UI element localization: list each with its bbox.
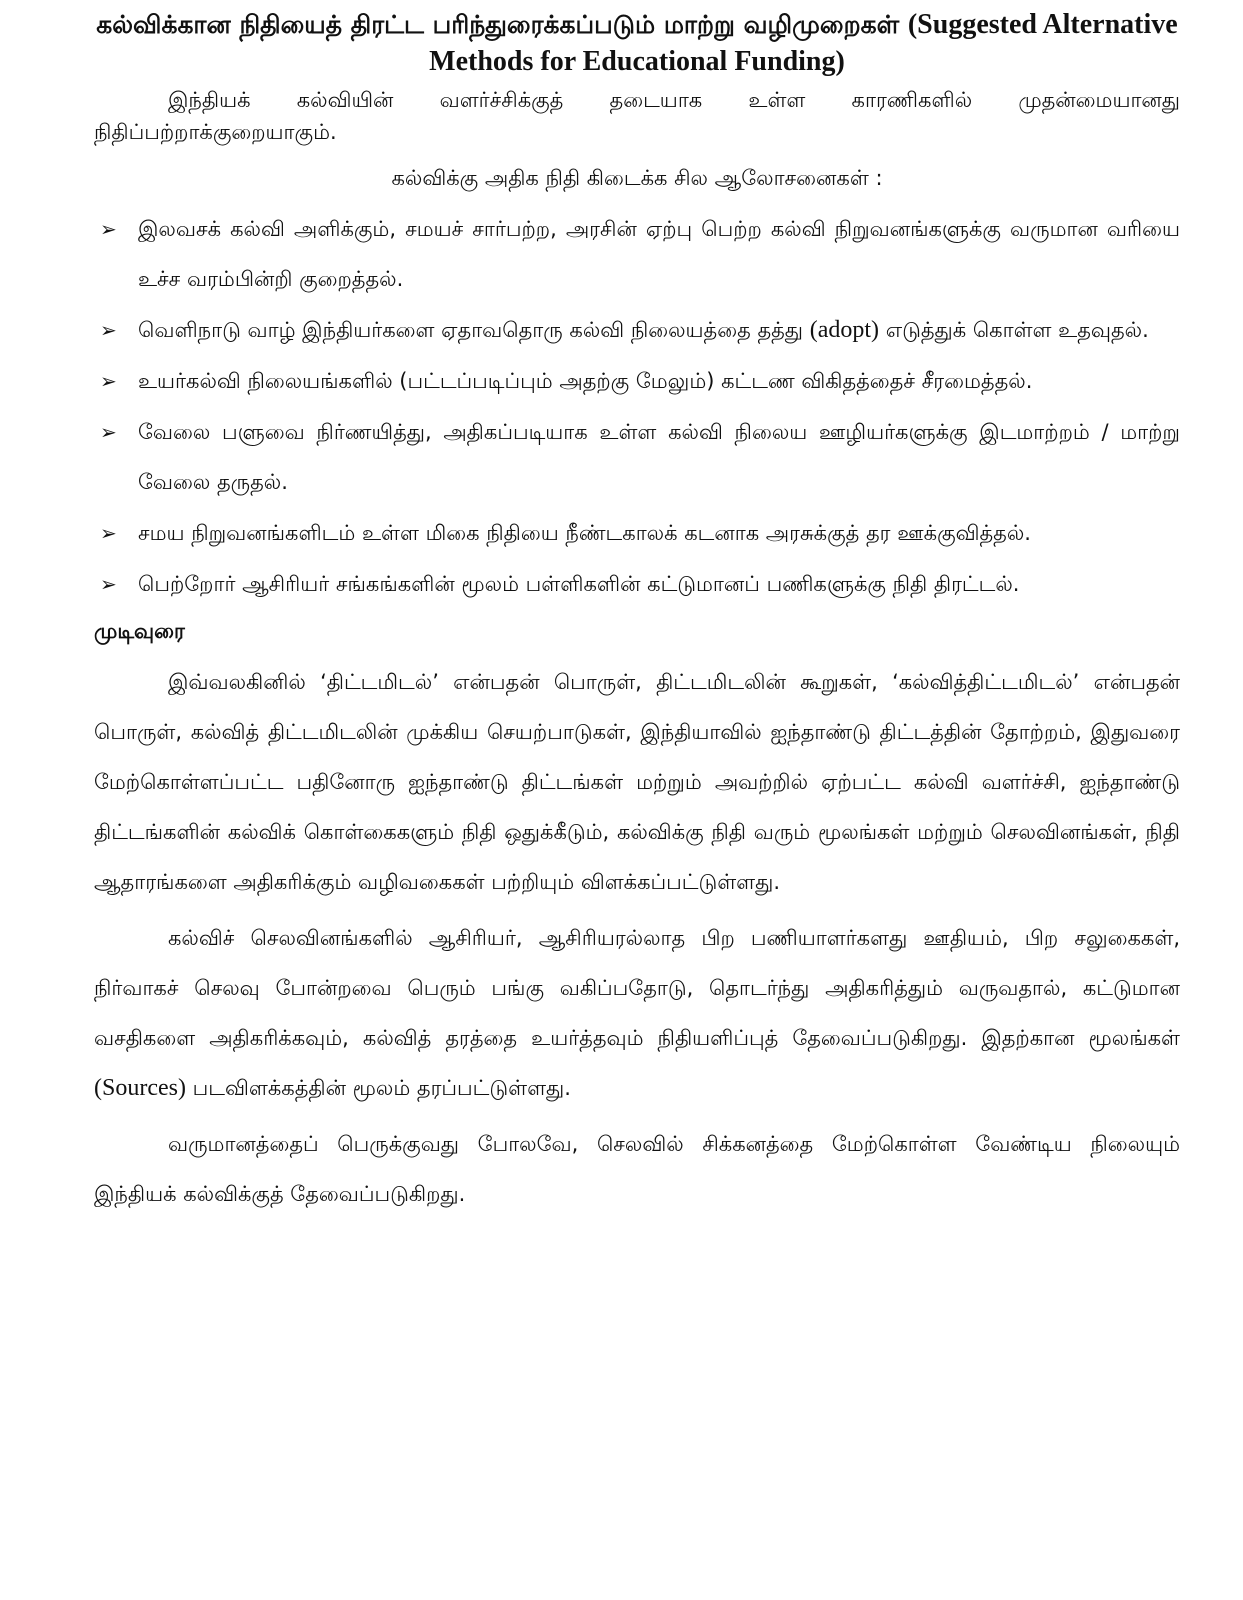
list-item [100, 356, 1180, 406]
suggestions-list [94, 204, 1180, 609]
list-item-text: வெளிநாடு வாழ் இந்தியர்களை ஏதாவதொரு கல்வி நிலையத்தை தத்து [138, 318, 804, 342]
conclusion-paragraph-1: இவ்வலகினில் ‘திட்டமிடல்’ என்பதன் பொருள், திட்டமிடலின் கூறுகள், ‘கல்வித்திட்டமிடல்’ என்பதன் பொருள், கல்வித் திட்டமிடலின் முக்கிய செயற்பாடுகள், இந்தியாவில் ஐந்தாண்டு திட்டத்தின் தோற்றம், இதுவரை மேற்கொள்ளப்பட்ட பதினோரு ஐந்தாண்டு திட்டங்கள் மற்றும் அவற்றில் ஏற்பட்ட கல்வி வளர்ச்சி, ஐந்தாண்டு திட்டங்களின் கல்விக் கொள்கைகளும் நிதி ஒதுக்கீடும், கல்விக்கு நிதி வரும் மூலங்கள் மற்றும் செலவினங்கள், நிதி ஆதாரங்களை அதிகரிக்கும் வழிவகைகள் பற்றியும் விளக்கப்பட்டுள்ளது. [94, 670, 1180, 894]
arrow-bullet-icon: ➢ [100, 318, 117, 342]
list-item-text: உயர்கல்வி நிலையங்களில் (பட்டப்படிப்பும் அதற்கு மேலும்) கட்டண விகிதத்தைச் சீரமைத்தல். [138, 369, 1033, 393]
list-item-text: சமய நிறுவனங்களிடம் உள்ள மிகை நிதியை நீண்டகாலக் கடனாக அரசுக்குத் தர ஊக்குவித்தல். [138, 521, 1031, 545]
list-item [100, 407, 1180, 507]
arrow-bullet-icon: ➢ [100, 521, 117, 545]
title-tamil: கல்விக்கான நிதியைத் திரட்ட பரிந்துரைக்கப்படும் மாற்று வழிமுறைகள் [96, 10, 900, 39]
page-title [94, 6, 1180, 80]
list-item [100, 508, 1180, 558]
list-item [100, 559, 1180, 609]
list-item [100, 204, 1180, 304]
list-item-text: பெற்றோர் ஆசிரியர் சங்கங்களின் மூலம் பள்ளிகளின் கட்டுமானப் பணிகளுக்கு நிதி திரட்டல். [138, 572, 1020, 596]
suggestions-heading: கல்விக்கு அதிக நிதி கிடைக்க சில ஆலோசனைகள் : [391, 166, 883, 190]
arrow-bullet-icon: ➢ [100, 369, 117, 393]
list-item [100, 305, 1180, 355]
conclusion-heading: முடிவுரை [94, 619, 185, 643]
english-term: (adopt) [809, 317, 880, 343]
arrow-bullet-icon: ➢ [100, 420, 117, 444]
paragraph-text: படவிளக்கத்தின் மூலம் தரப்பட்டுள்ளது. [192, 1076, 571, 1100]
english-term: (Sources) [94, 1075, 186, 1101]
conclusion-paragraph-2 [94, 913, 1180, 1113]
arrow-bullet-icon: ➢ [100, 572, 117, 596]
title-english: (Suggested Alternative Methods for Educational Funding) [429, 9, 1178, 77]
intro-paragraph: இந்தியக் கல்வியின் வளர்ச்சிக்குத் தடையாக உள்ள காரணிகளில் முதன்மையானது நிதிப்பற்றாக்குறையாகும். [94, 88, 1180, 144]
list-item-text: வேலை பளுவை நிர்ணயித்து, அதிகப்படியாக உள்ள கல்வி நிலைய ஊழியர்களுக்கு இடமாற்றம் / மாற்று வேலை தருதல். [138, 420, 1180, 494]
list-item-text: எடுத்துக் கொள்ள உதவுதல். [885, 318, 1149, 342]
arrow-bullet-icon: ➢ [100, 217, 117, 241]
conclusion-paragraph-3: வருமானத்தைப் பெருக்குவது போலவே, செலவில் சிக்கனத்தை மேற்கொள்ள வேண்டிய நிலையும் இந்தியக் கல்விக்குத் தேவைப்படுகிறது. [94, 1132, 1180, 1206]
paragraph-text: கல்விச் செலவினங்களில் ஆசிரியர், ஆசிரியரல்லாத பிற பணியாளர்களது ஊதியம், பிற சலுகைகள், நிர்வாகச் செலவு போன்றவை பெரும் பங்கு வகிப்பதோடு, தொடர்ந்து அதிகரித்தும் வருவதால், கட்டுமான வசதிகளை அதிகரிக்கவும், கல்வித் தரத்தை உயர்த்தவும் நிதியளிப்புத் தேவைப்படுகிறது. இதற்கான மூலங்கள் [94, 926, 1180, 1050]
list-item-text: இலவசக் கல்வி அளிக்கும், சமயச் சார்பற்ற, அரசின் ஏற்பு பெற்ற கல்வி நிறுவனங்களுக்கு வருமான வரியை உச்ச வரம்பின்றி குறைத்தல். [138, 217, 1180, 291]
